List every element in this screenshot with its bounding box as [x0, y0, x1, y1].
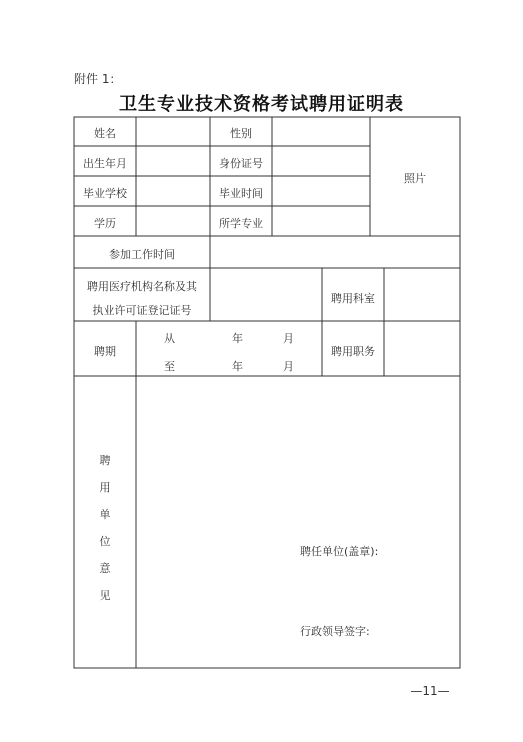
attachment-label: 附件 1：: [74, 72, 122, 86]
period-to-month-label: 月: [283, 360, 294, 373]
institution-label-line2: 执业许可证登记证号: [92, 304, 192, 317]
opinion-char-3: 单: [99, 508, 111, 521]
id-number-label: 身份证号: [219, 157, 263, 170]
opinion-char-2: 用: [99, 481, 111, 494]
opinion-char-5: 意: [99, 562, 111, 575]
work-start-label: 参加工作时间: [109, 248, 175, 261]
school-field[interactable]: [137, 177, 209, 205]
form-title: 卫生专业技术资格考试聘用证明表: [119, 94, 404, 115]
work-start-field[interactable]: [211, 237, 459, 267]
opinion-field[interactable]: [137, 377, 459, 667]
period-label: 聘期: [94, 345, 116, 358]
period-from-month-label: 月: [283, 332, 294, 345]
major-label: 所学专业: [219, 217, 263, 230]
gender-label: 性别: [230, 127, 252, 140]
opinion-char-1: 聘: [99, 454, 111, 467]
period-to-label: 至: [164, 360, 175, 373]
birth-field[interactable]: [137, 147, 209, 175]
leader-signature-label: 行政领导签字:: [300, 625, 370, 638]
period-from-label: 从: [164, 332, 175, 345]
name-field[interactable]: [137, 118, 209, 145]
birth-label: 出生年月: [83, 157, 127, 170]
photo-label: 照片: [404, 172, 426, 185]
gender-field[interactable]: [273, 118, 369, 145]
page-number: —11—: [410, 684, 450, 698]
institution-field[interactable]: [211, 269, 321, 320]
opinion-char-4: 位: [99, 535, 111, 548]
institution-label-line1: 聘用医疗机构名称及其: [87, 280, 197, 293]
opinion-char-6: 见: [99, 589, 111, 602]
seal-label: 聘任单位(盖章):: [300, 545, 379, 558]
name-label: 姓名: [94, 127, 116, 140]
graduation-time-field[interactable]: [273, 177, 369, 205]
period-to-year-label: 年: [232, 360, 243, 373]
education-field[interactable]: [137, 207, 209, 235]
period-from-year-label: 年: [232, 332, 243, 345]
major-field[interactable]: [273, 207, 369, 235]
graduation-time-label: 毕业时间: [219, 187, 263, 200]
id-number-field[interactable]: [273, 147, 369, 175]
school-label: 毕业学校: [83, 187, 127, 200]
position-label: 聘用职务: [331, 345, 375, 358]
education-label: 学历: [94, 217, 116, 230]
position-field[interactable]: [385, 322, 459, 375]
department-field[interactable]: [385, 269, 459, 320]
department-label: 聘用科室: [331, 292, 375, 305]
